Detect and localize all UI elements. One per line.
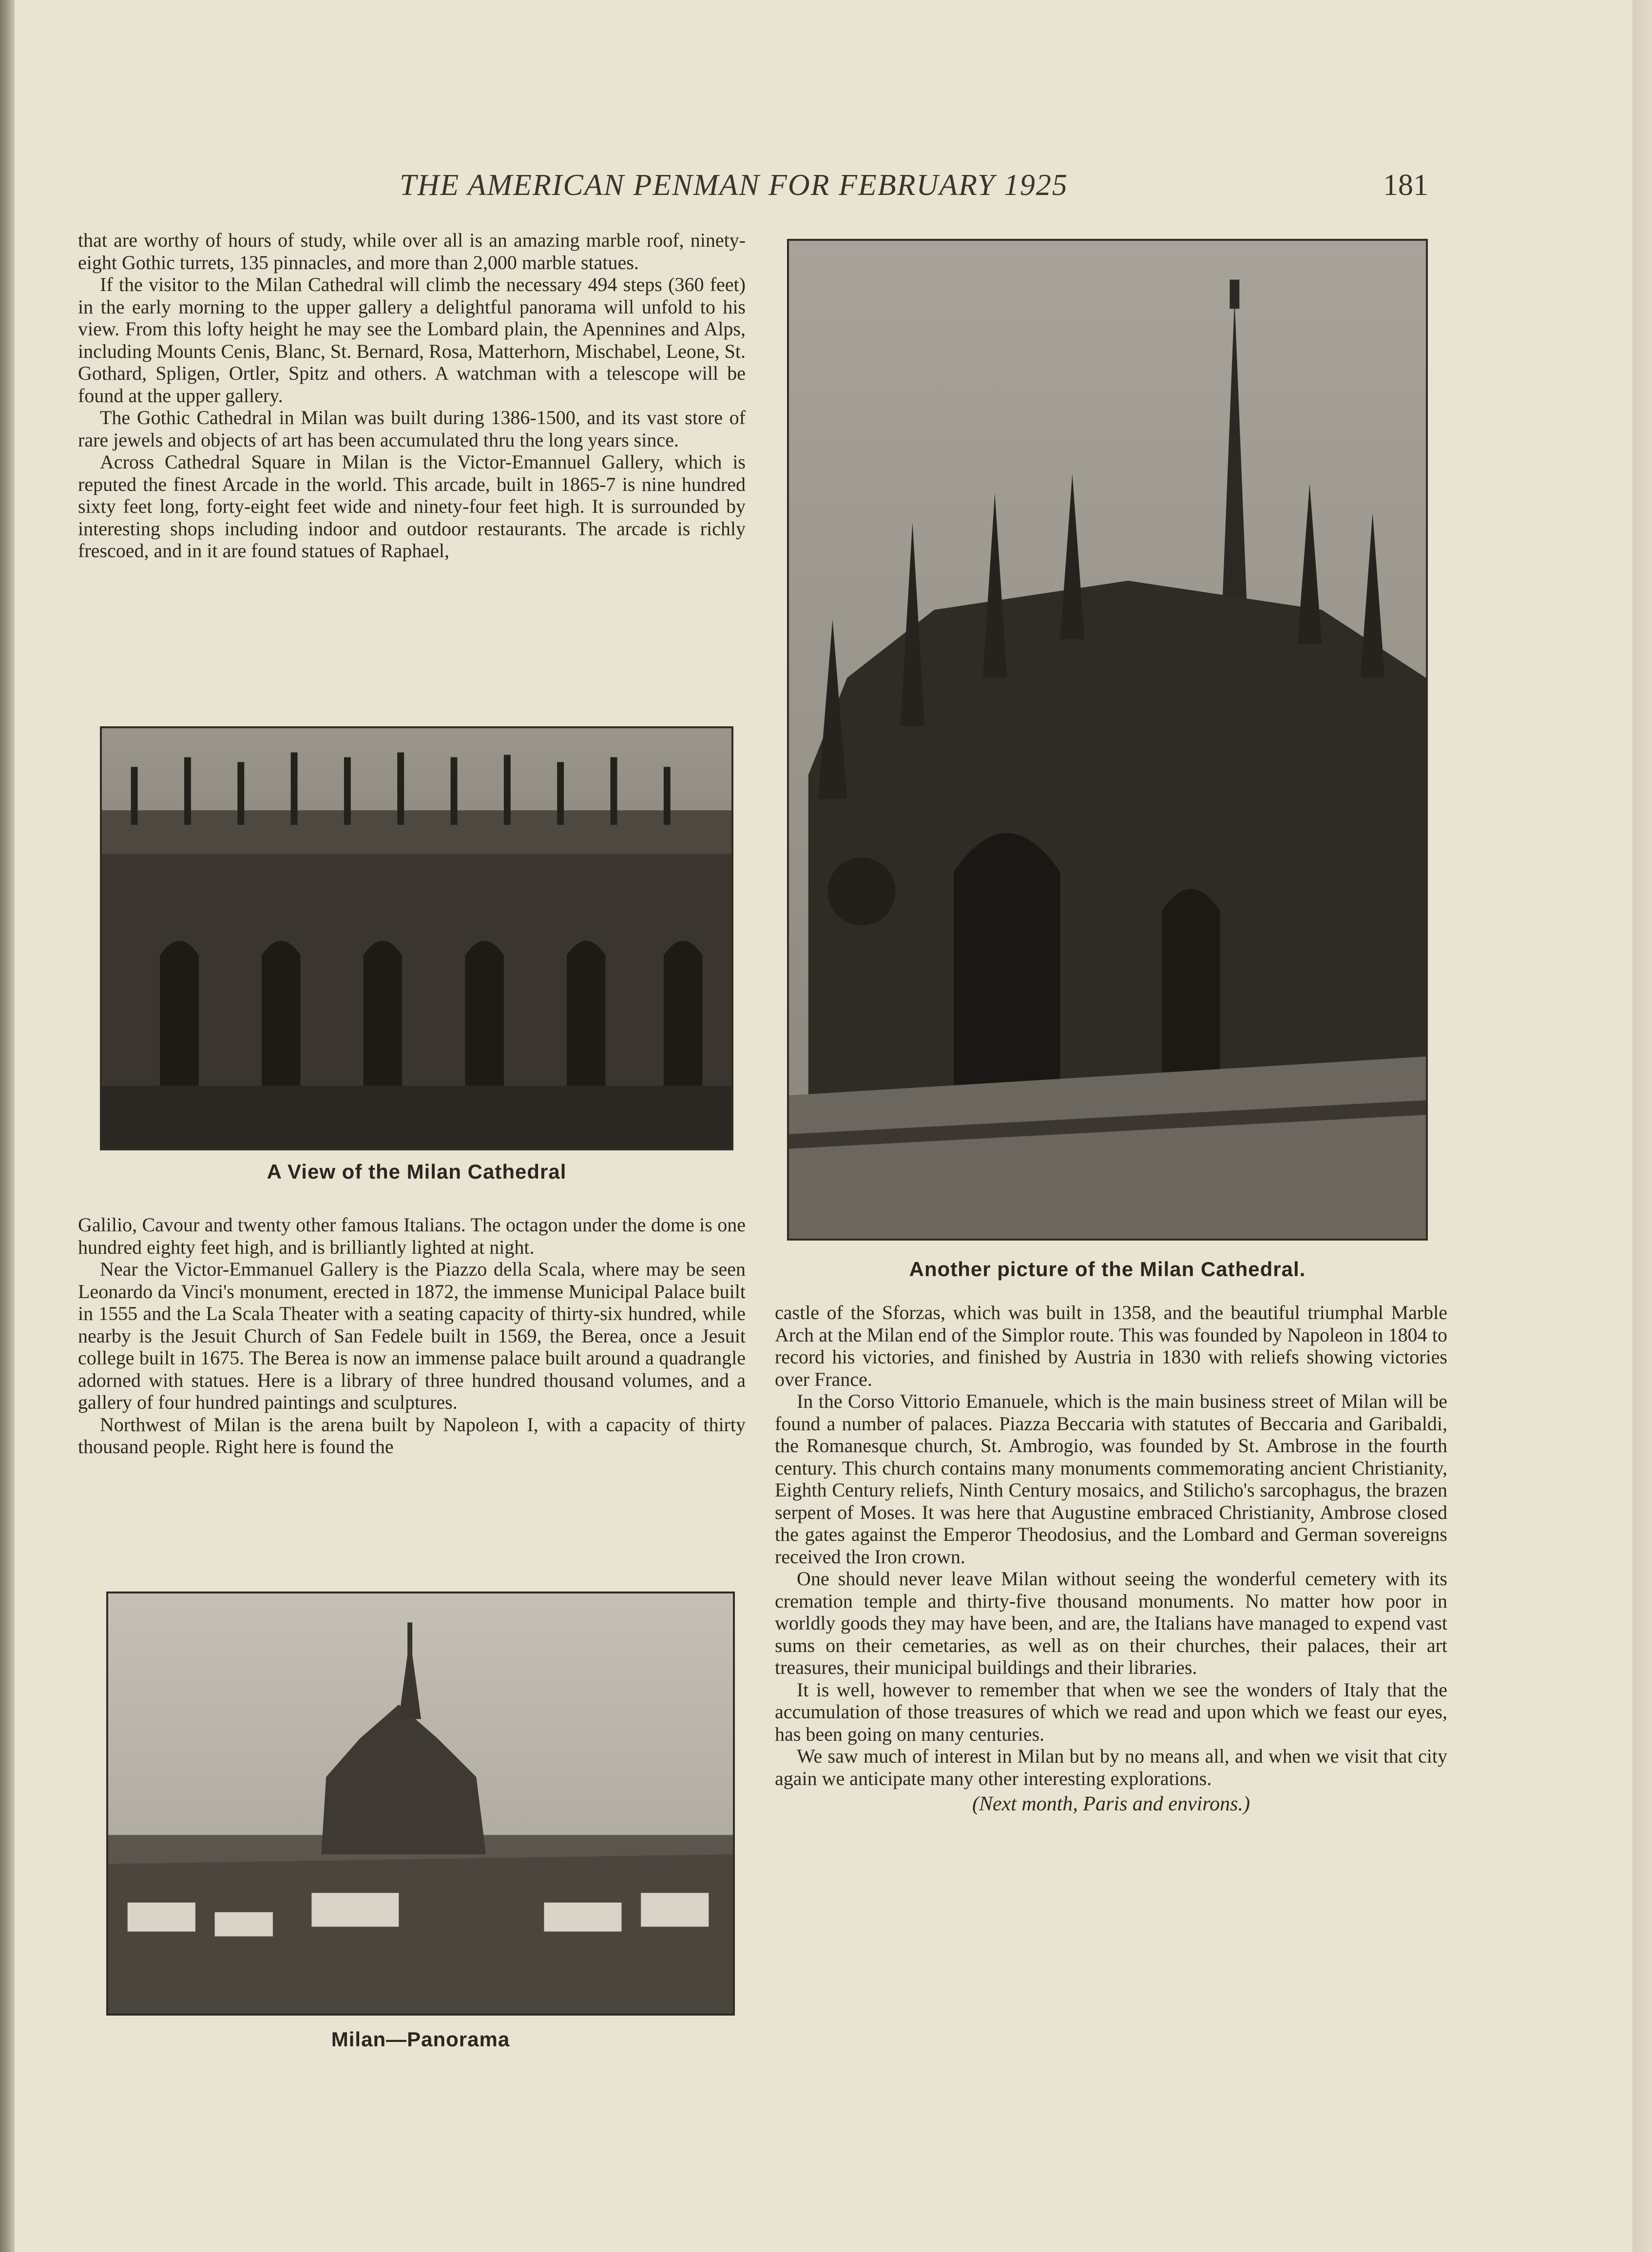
paragraph: castle of the Sforzas, which was built in 1358, and the beautiful triumphal Marble Arch at the Milan end of the Simplor route. This was founded by Napoleon in 1804 to record his victories, and finished by Austria in 1830 with reliefs showing victories over France. xyxy=(775,1301,1447,1390)
next-month-note: (Next month, Paris and environs.) xyxy=(972,1793,1250,1815)
caption-another: Another picture of the Milan Cathedral. xyxy=(909,1258,1306,1281)
paragraph: It is well, however to remember that when we see the wonders of Italy that the accumulation of those treasures of which we read and upon which we feast our eyes, has been going on many centuries. xyxy=(775,1678,1447,1745)
paragraph: Galilio, Cavour and twenty other famous Italians. The octagon under the dome is one hundred eighty feet high, and is brilliantly lighted at night. xyxy=(78,1214,746,1258)
caption-view: A View of the Milan Cathedral xyxy=(267,1160,567,1183)
paragraph: that are worthy of hours of study, while over all is an amazing marble roof, ninety-eight Gothic turrets, 135 pinnacles, and more than 2,000 marble statues. xyxy=(78,229,746,273)
paragraph: Across Cathedral Square in Milan is the Victor-Emannuel Gallery, which is reputed the finest Arcade in the world. This arcade, built in 1865-7 is nine hundred sixty feet long, forty-eight feet wide and ninety-four feet high. It is surrounded by interesting shops including indoor and outdoor restaurants. The arcade is richly frescoed, and in it are found statues of Raphael, xyxy=(78,451,746,562)
caption-panorama: Milan—Panorama xyxy=(331,2028,510,2051)
milan-panorama-photo xyxy=(106,1592,735,2016)
paragraph: In the Corso Vittorio Emanuele, which is the main business street of Milan will be found a number of palaces. Piazza Beccaria with statutes of Beccaria and Garibaldi, the Romanesque church, St. Ambrogio, was founded by St. Ambrose in the fourth century. This church contains many monuments commemorating ancient Christianity, Eighth Century reliefs, Ninth Century mosaics, and Stilicho's sarcophagus, the brazen serpent of Moses. It was here that Augustine embraced Christianity, Ambrose closed the gates against the Emperor Theodosius, and the Lombard and German sovereigns received the Iron crown. xyxy=(775,1390,1447,1568)
cathedral-apse-photo xyxy=(787,239,1428,1241)
cathedral-side-photo xyxy=(100,726,733,1150)
page-header xyxy=(0,168,1652,222)
paragraph: Near the Victor-Emmanuel Gallery is the Piazzo della Scala, where may be seen Leonardo da Vinci's monument, erected in 1872, the immense Municipal Palace built in 1555 and the La Scala Theater with a seating capacity of thirty-six hundred, while nearby is the Jesuit Church of San Fedele built in 1569, the Berea, once a Jesuit college built in 1675. The Berea is now an immense palace built around a quadrangle adorned with statues. Here is a library of three hundred thousand volumes, and a gallery of four hundred paintings and sculptures. xyxy=(78,1258,746,1413)
paragraph: If the visitor to the Milan Cathedral will climb the necessary 494 steps (360 feet) in the early morning to the upper gallery a delightful panorama will unfold to his view. From this lofty height he may see the Lombard plain, the Apennines and Alps, including Mounts Cenis, Blanc, St. Bernard, Rosa, Matterhorn, Mischabel, Leone, St. Gothard, Spligen, Ortler, Spitz and others. A watchman with a telescope will be found at the upper gallery. xyxy=(78,273,746,407)
page-number: 181 xyxy=(1383,169,1428,202)
left-column-top-text xyxy=(78,229,746,562)
paragraph: One should never leave Milan without seeing the wonderful cemetery with its cremation temple and thirty-five thousand monuments. No matter how poor in worldly goods they may have been, and are, the Italians have managed to expend vast sums on their cemetaries, as well as on their churches, their palaces, their art treasures, their municipal buildings and their libraries. xyxy=(775,1568,1447,1678)
page-right-edge xyxy=(1633,0,1652,2252)
left-column-middle-text xyxy=(78,1214,746,1458)
right-column-text xyxy=(775,1301,1447,1816)
paragraph: Northwest of Milan is the arena built by Napoleon I, with a capacity of thirty thousand people. Right here is found the xyxy=(78,1413,746,1457)
running-head: THE AMERICAN PENMAN FOR FEBRUARY 1925 xyxy=(400,169,1068,202)
page-binding-edge xyxy=(0,0,15,2252)
paragraph: We saw much of interest in Milan but by no means all, and when we visit that city again we anticipate many other interesting explorations. xyxy=(775,1745,1447,1789)
paragraph: The Gothic Cathedral in Milan was built during 1386-1500, and its vast store of rare jewels and objects of art has been accumulated thru the long years since. xyxy=(78,407,746,451)
